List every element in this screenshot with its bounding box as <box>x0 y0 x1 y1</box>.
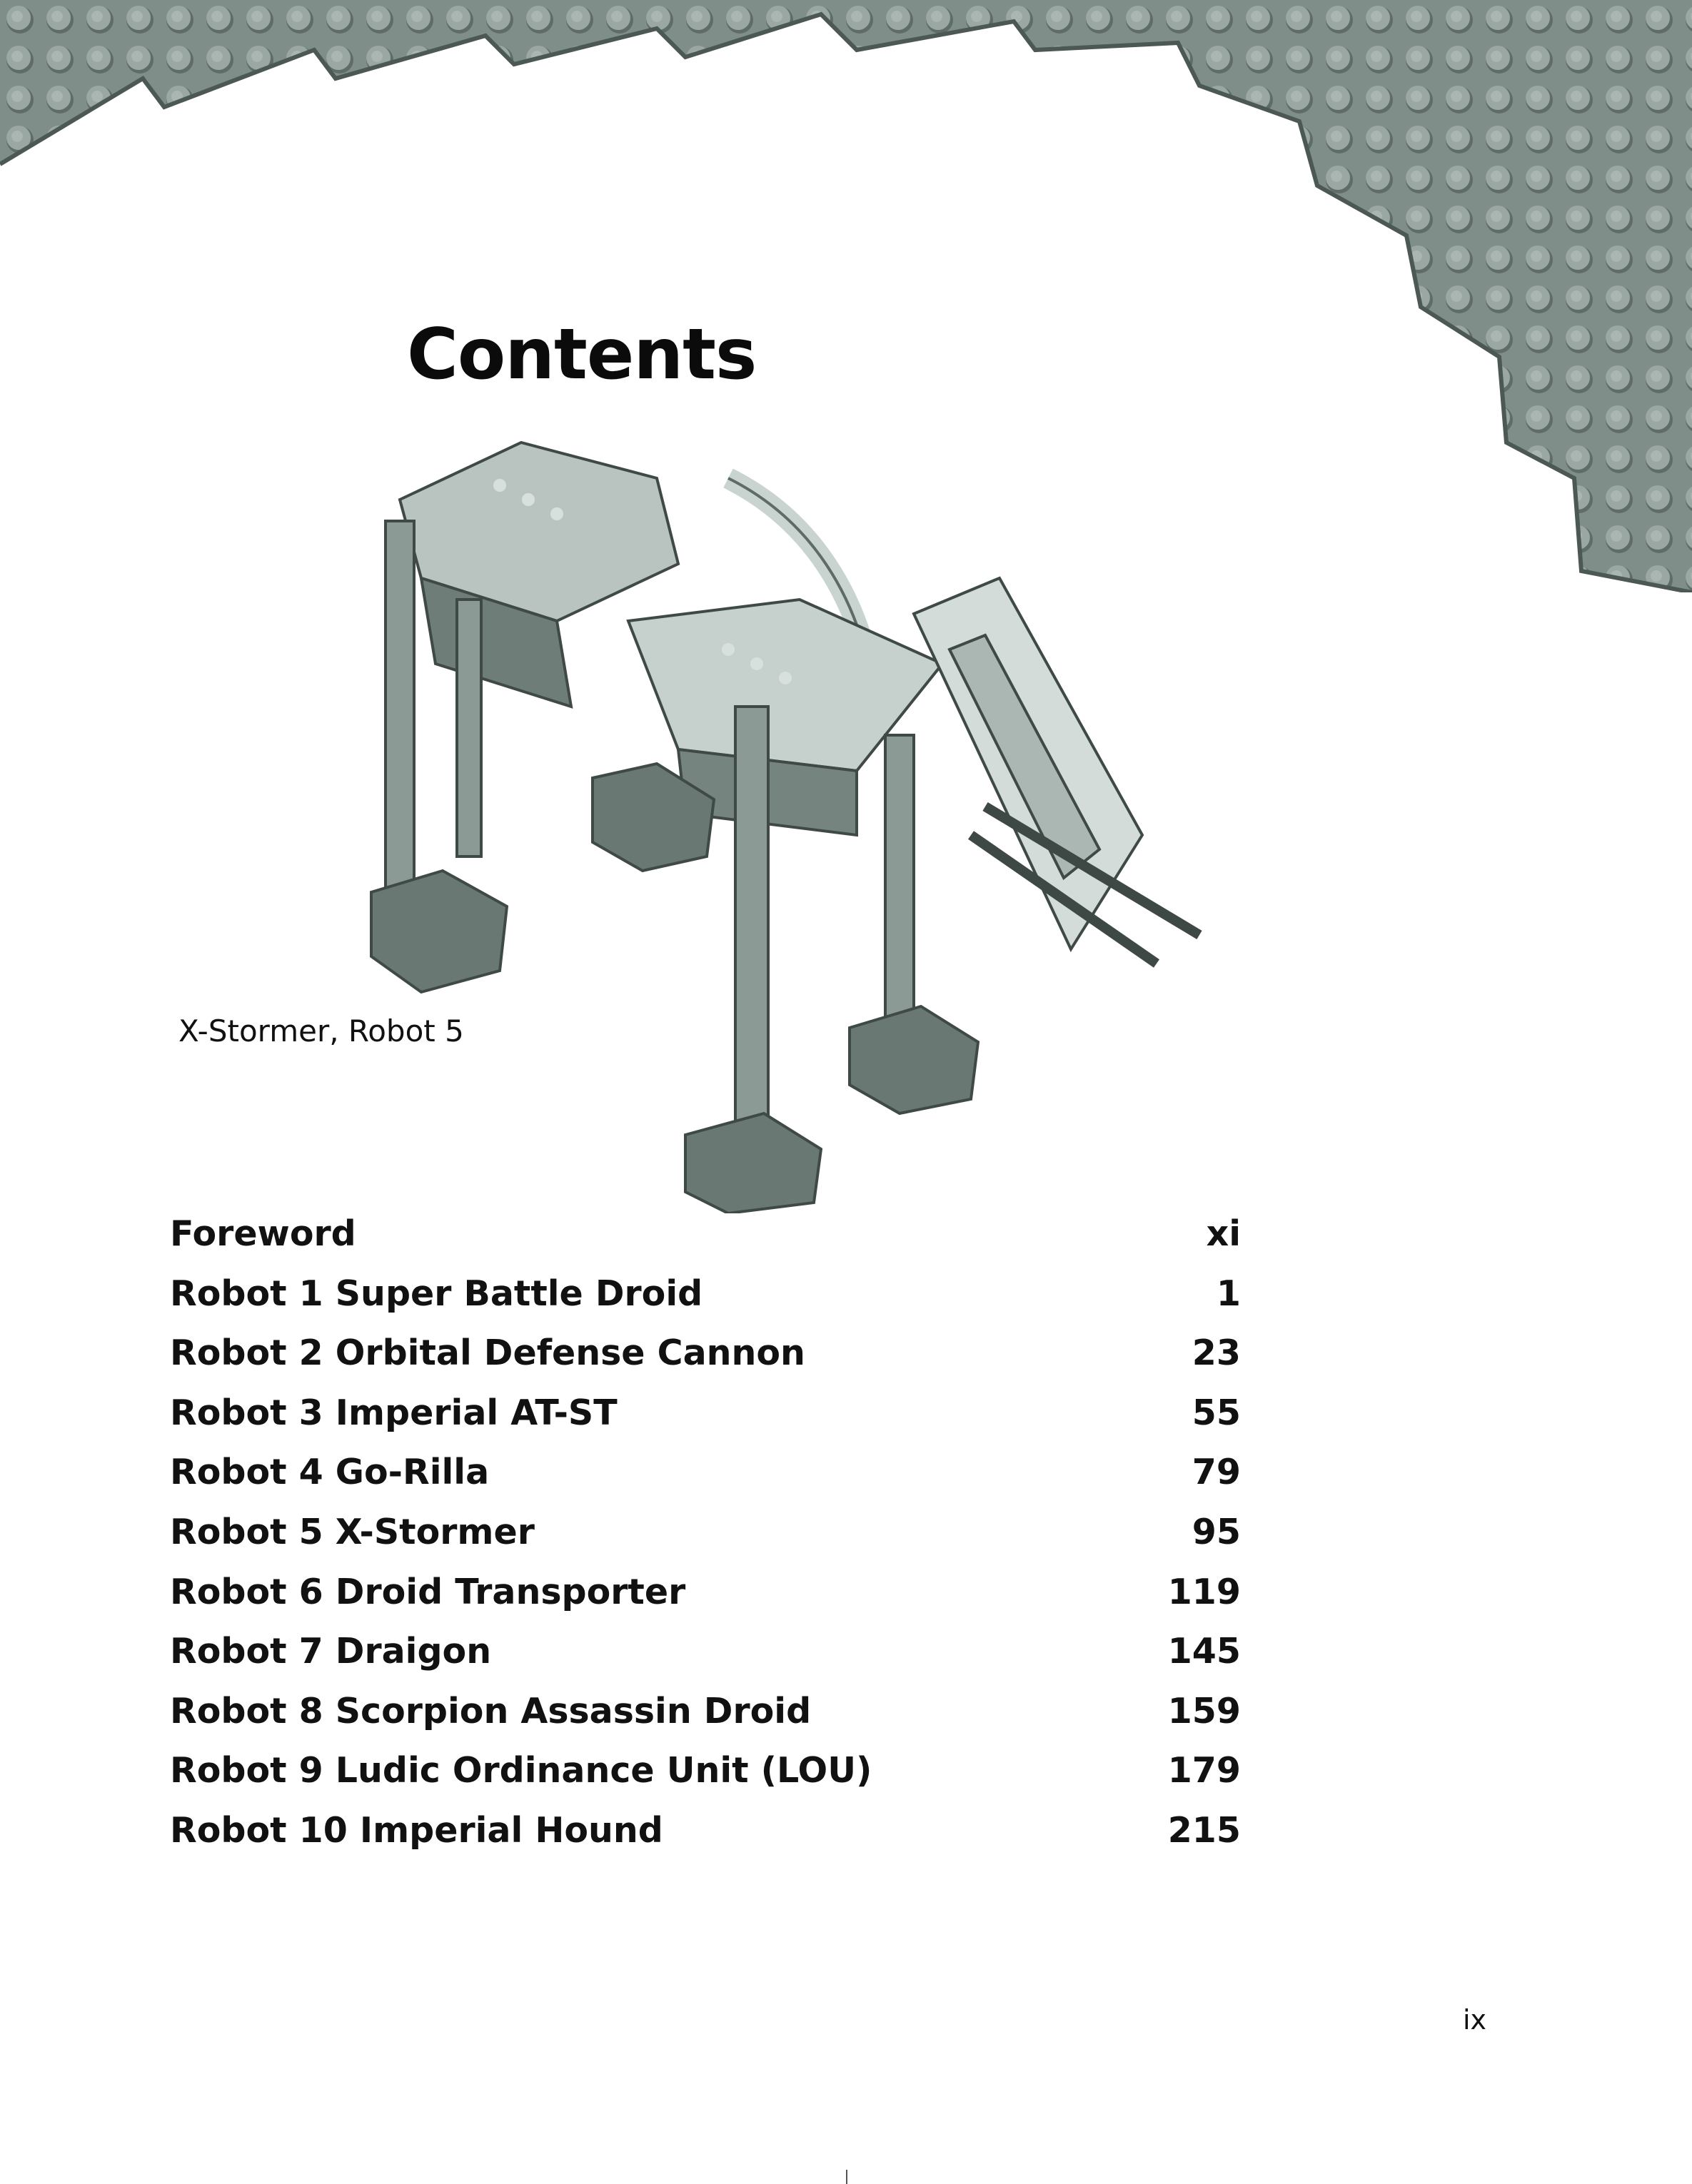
toc-entry-page: 23 <box>1192 1333 1241 1374</box>
toc-entry-page: 179 <box>1167 1750 1241 1791</box>
toc-entry-page: 215 <box>1167 1809 1241 1851</box>
toc-entry-page: 55 <box>1192 1392 1241 1433</box>
toc-entry[interactable] <box>170 1273 1241 1333</box>
toc-entry-title: Robot 5 X-Stormer <box>170 1511 535 1552</box>
toc-entry-title: Robot 6 Droid Transporter <box>170 1571 686 1612</box>
toc-entry-title: Robot 3 Imperial AT-ST <box>170 1392 618 1433</box>
toc-entry-title: Robot 8 Scorpion Assassin Droid <box>170 1690 812 1731</box>
crop-mark <box>846 2170 847 2184</box>
toc-entry-page: 145 <box>1167 1631 1241 1672</box>
page-number: ix <box>1462 2004 1486 2036</box>
toc-entry[interactable] <box>170 1810 1241 1870</box>
toc-entry[interactable] <box>170 1750 1241 1810</box>
toc-entry-title: Robot 9 Ludic Ordinance Unit (LOU) <box>170 1750 872 1791</box>
toc-entry[interactable] <box>170 1452 1241 1512</box>
table-of-contents <box>170 1213 1241 1870</box>
toc-entry[interactable] <box>170 1631 1241 1691</box>
toc-entry-title: Robot 4 Go-Rilla <box>170 1452 490 1493</box>
toc-entry-title: Robot 1 Super Battle Droid <box>170 1273 703 1314</box>
toc-entry-title: Robot 10 Imperial Hound <box>170 1809 663 1851</box>
toc-entry-page: 79 <box>1192 1452 1241 1493</box>
toc-entry-page: 1 <box>1216 1273 1241 1314</box>
toc-entry-page: 119 <box>1167 1571 1241 1612</box>
toc-entry[interactable] <box>170 1691 1241 1751</box>
toc-entry-page: 159 <box>1167 1690 1241 1731</box>
toc-entry[interactable] <box>170 1213 1241 1273</box>
toc-entry-page: xi <box>1206 1213 1241 1254</box>
page-title: Contents <box>407 314 757 395</box>
x-stormer-robot-illustration <box>357 435 1235 1213</box>
toc-entry-title: Robot 7 Draigon <box>170 1631 492 1672</box>
figure-caption: X-Stormer, Robot 5 <box>178 1013 464 1048</box>
toc-entry-title: Foreword <box>170 1213 356 1254</box>
toc-entry[interactable] <box>170 1512 1241 1572</box>
toc-entry[interactable] <box>170 1392 1241 1452</box>
toc-entry-page: 95 <box>1192 1511 1241 1552</box>
toc-entry[interactable] <box>170 1333 1241 1392</box>
toc-entry-title: Robot 2 Orbital Defense Cannon <box>170 1333 805 1374</box>
toc-entry[interactable] <box>170 1572 1241 1632</box>
